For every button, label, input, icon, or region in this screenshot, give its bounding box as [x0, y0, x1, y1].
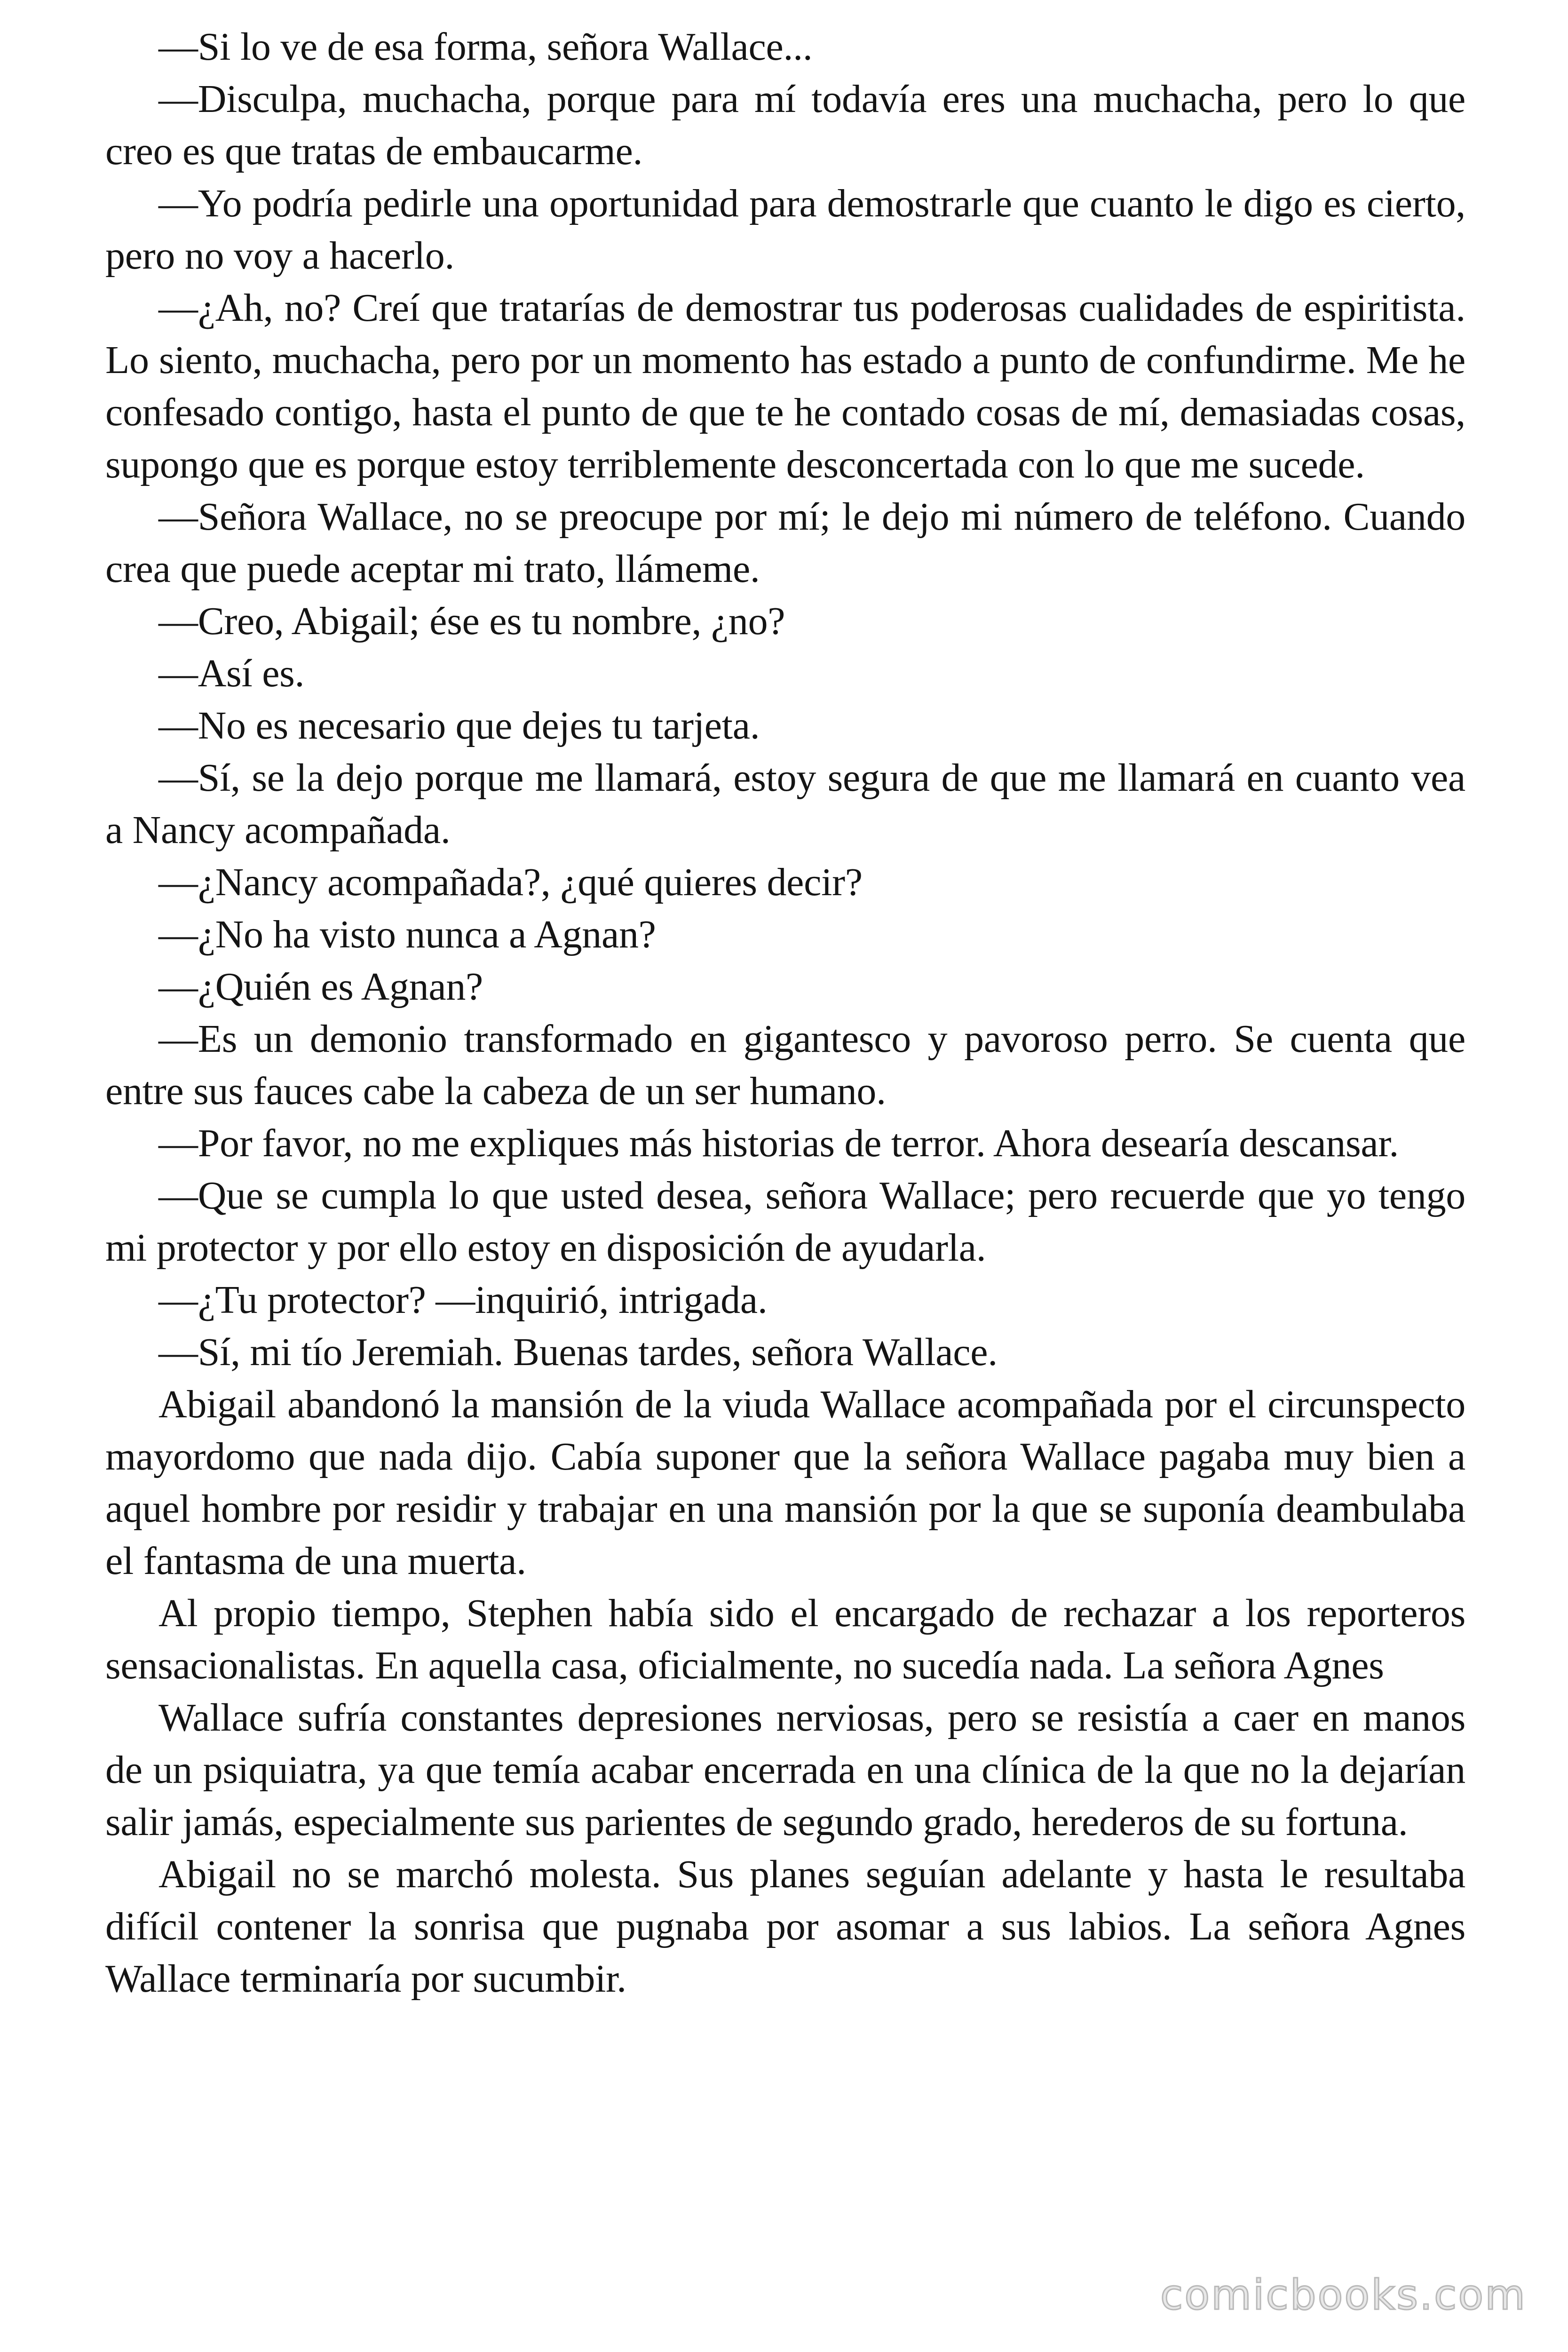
paragraph: —¿Nancy acompañada?, ¿qué quieres decir? [158, 860, 863, 904]
paragraph: —Por favor, no me expliques más historias de terror. Ahora desearía descansar. [158, 1121, 1399, 1165]
paragraph: Abigail abandonó la mansión de la viuda Wallace acompañada por el circunspecto mayordomo que nada dijo. Cabía suponer que la señora Wallace pagaba muy bien a aquel hombre por residir y trabajar en una mansión por la que se suponía deambulaba el fantasma de una muerta. [105, 1383, 1465, 1583]
paragraph: —Sí, mi tío Jeremiah. Buenas tardes, señora Wallace. [158, 1330, 998, 1374]
paragraph: —Es un demonio transformado en gigantesco y pavoroso perro. Se cuenta que entre sus fauces cabe la cabeza de un ser humano. [105, 1017, 1465, 1113]
paragraph: —Sí, se la dejo porque me llamará, estoy segura de que me llamará en cuanto vea a Nancy acompañada. [105, 756, 1465, 852]
paragraph: —Que se cumpla lo que usted desea, señora Wallace; pero recuerde que yo tengo mi protector y por ello estoy en disposición de ayudarla. [105, 1174, 1465, 1270]
paragraph: —Creo, Abigail; ése es tu nombre, ¿no? [158, 599, 785, 643]
paragraph: —Señora Wallace, no se preocupe por mí; le dejo mi número de teléfono. Cuando crea que puede aceptar mi trato, llámeme. [105, 495, 1465, 591]
paragraph: Wallace sufría constantes depresiones nerviosas, pero se resistía a caer en manos de un psiquiatra, ya que temía acabar encerrada en una clínica de la que no la dejarían salir jamás, especialmente sus parientes de segundo grado, herederos de su fortuna. [105, 1696, 1465, 1844]
paragraph: —Disculpa, muchacha, porque para mí todavía eres una muchacha, pero lo que creo es que tratas de embaucarme. [105, 77, 1465, 173]
paragraph: —Así es. [158, 652, 305, 695]
paragraph: —Si lo ve de esa forma, señora Wallace... [158, 25, 813, 69]
paragraph: Al propio tiempo, Stephen había sido el encargado de rechazar a los reporteros sensacionalistas. En aquella casa, oficialmente, no sucedía nada. La señora Agnes [105, 1591, 1465, 1687]
watermark: comicbooks.com [1160, 2271, 1527, 2319]
paragraph: —No es necesario que dejes tu tarjeta. [158, 704, 760, 747]
paragraph: —¿Ah, no? Creí que tratarías de demostrar tus poderosas cualidades de espiritista. Lo siento, muchacha, pero por un momento has estado a punto de confundirme. Me he confesado contigo, hasta el punto de que te he contado cosas de mí, demasiadas cosas, supongo que es porque estoy terriblemente desconcertada con lo que me sucede. [105, 286, 1465, 486]
paragraph: —¿Tu protector? —inquirió, intrigada. [158, 1278, 768, 1322]
paragraph: —¿Quién es Agnan? [158, 965, 483, 1009]
paragraph: —¿No ha visto nunca a Agnan? [158, 913, 656, 956]
body-text [105, 21, 1465, 2005]
paragraph: —Yo podría pedirle una oportunidad para demostrarle que cuanto le digo es cierto, pero no voy a hacerlo. [105, 182, 1465, 278]
paragraph: Abigail no se marchó molesta. Sus planes seguían adelante y hasta le resultaba difícil contener la sonrisa que pugnaba por asomar a sus labios. La señora Agnes Wallace terminaría por sucumbir. [105, 1852, 1465, 2001]
